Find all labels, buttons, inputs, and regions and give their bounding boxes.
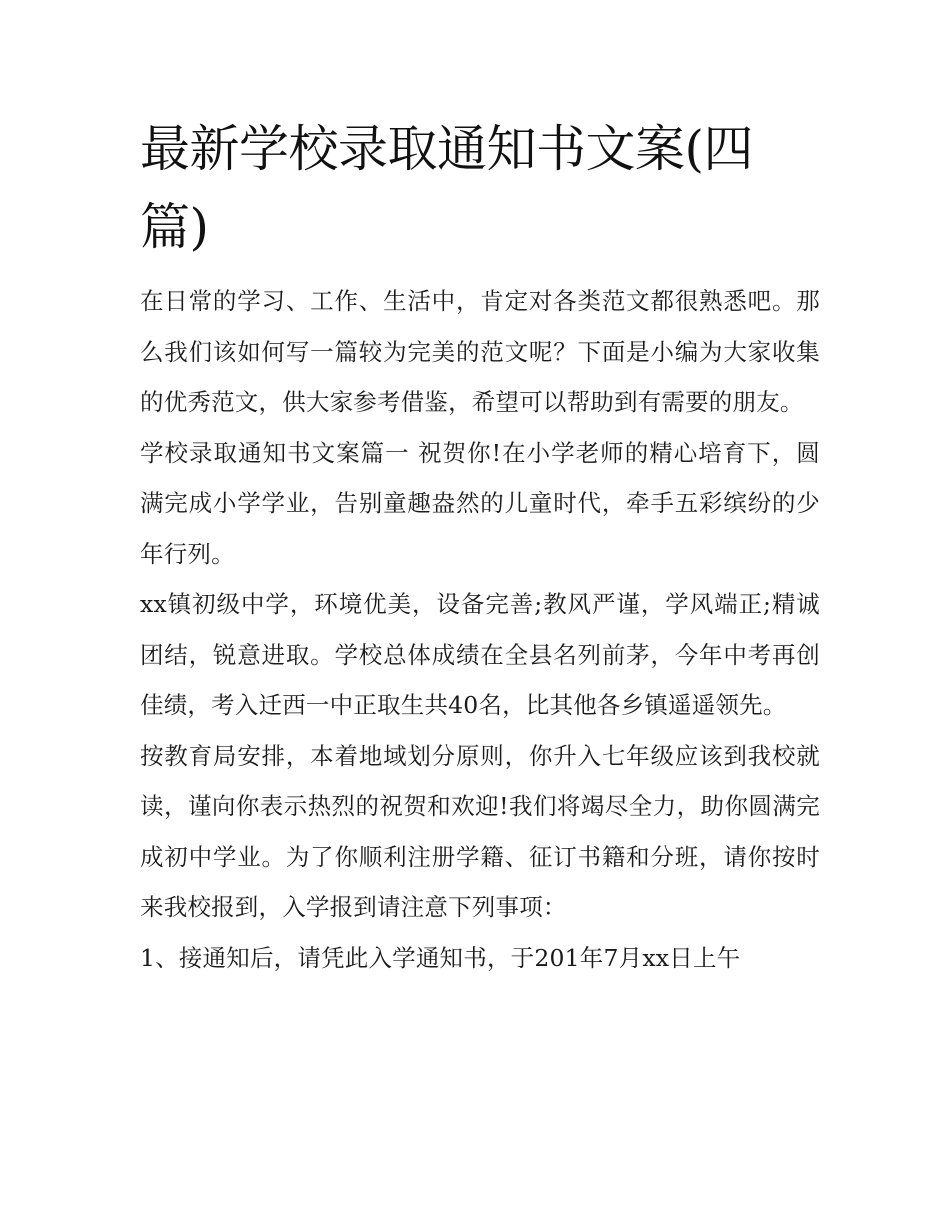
paragraph-item-1: 1、接通知后，请凭此入学通知书，于201年7月xx日上午	[140, 943, 741, 972]
document-title: 最新学校录取通知书文案(四篇)	[140, 120, 754, 256]
paragraph-enrollment: 按教育局安排，本着地域划分原则，你升入七年级应该到我校就读，谨向你表示热烈的祝贺和欢迎!我们将竭尽全力，助你圆满完成初中学业。为了你顺利注册学籍、征订书籍和分班，请你按时来我校报到，入学报到请注意下列事项：	[140, 741, 820, 921]
document-body	[140, 276, 820, 983]
paragraph-intro: 在日常的学习、工作、生活中，肯定对各类范文都很熟悉吧。那么我们该如何写一篇较为完美的范文呢？下面是小编为大家收集的优秀范文，供大家参考借鉴，希望可以帮助到有需要的朋友。	[140, 287, 820, 416]
paragraph-school-intro: xx镇初级中学，环境优美，设备完善;教风严谨，学风端正;精诚团结，锐意进取。学校总体成绩在全县名列前茅，今年中考再创佳绩，考入迁西一中正取生共40名，比其他各乡镇遥遥领先。	[140, 590, 820, 719]
paragraph-congratulations: 学校录取通知书文案篇一 祝贺你!在小学老师的精心培育下，圆满完成小学学业，告别童趣盎然的儿童时代，牵手五彩缤纷的少年行列。	[140, 438, 820, 568]
